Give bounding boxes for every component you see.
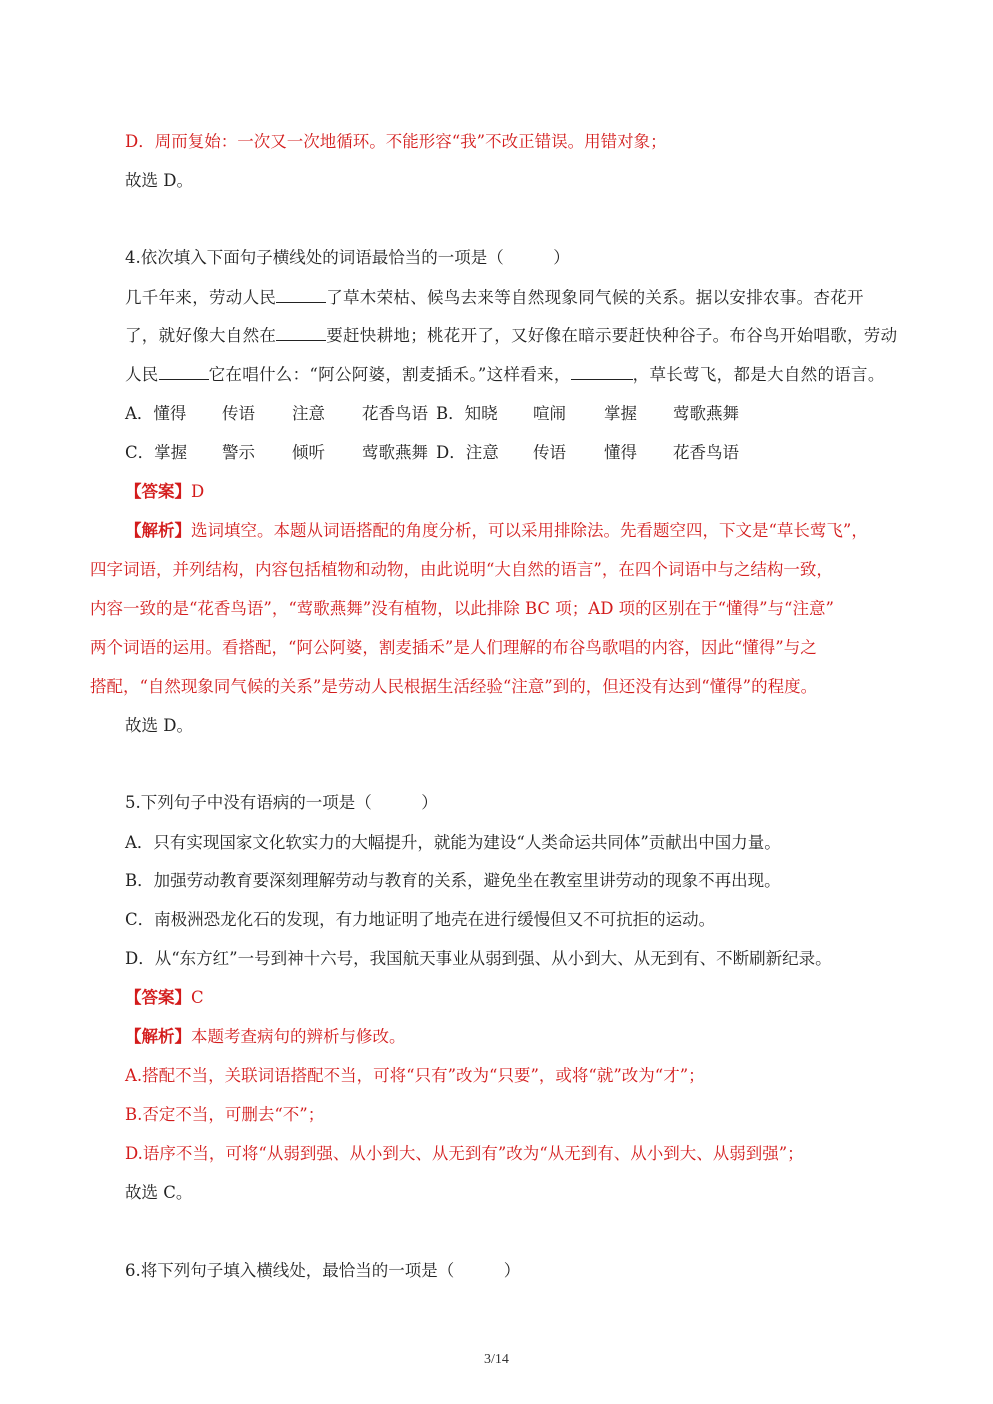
q5-option-c: C．南极洲恐龙化石的发现，有力地证明了地壳在进行缓慢但又不可抗拒的运动。 — [125, 910, 716, 929]
q4-conclusion: 故选 D。 — [125, 716, 193, 735]
q4-passage-text: 要赶快耕地；桃花开了，又好像在暗示要赶快种谷子。布谷鸟开始唱歌，劳动 — [326, 326, 898, 345]
q4-passage-line-3 — [125, 364, 885, 386]
page-number: 3/14 — [484, 1352, 509, 1367]
answer-label: 【答案】 — [125, 988, 191, 1007]
q6-stem: 6.将下列句子填入横线处，最恰当的一项是（ ） — [125, 1261, 521, 1280]
fill-blank — [159, 364, 209, 380]
analysis-label: 【解析】 — [125, 521, 191, 540]
answer-value: D — [191, 482, 205, 501]
q5-option-b: B．加强劳动教育要深刻理解劳动与教育的关系，避免坐在教室里讲劳动的现象不再出现。 — [125, 871, 781, 890]
q4-analysis-line-4: 两个词语的运用。看搭配，“阿公阿婆，割麦插禾”是人们理解的布谷鸟歌唱的内容，因此“懂得”与之 — [90, 638, 817, 657]
prev-option-d: D．周而复始：一次又一次地循环。不能形容“我”不改正错误。用错对象； — [125, 132, 667, 151]
q5-option-a: A．只有实现国家文化软实力的大幅提升，就能为建设“人类命运共同体”贡献出中国力量。 — [125, 833, 781, 852]
q4-passage-text: 人民 — [125, 365, 159, 384]
q4-analysis-line-1 — [125, 520, 868, 542]
option-cell: B．知晓 — [436, 404, 498, 423]
q4-stem: 4.依次填入下面句子横线处的词语最恰当的一项是（ ） — [125, 248, 570, 267]
q5-analysis-b: B.否定不当，可删去“不”； — [125, 1105, 325, 1124]
option-cell: 传语 — [533, 443, 566, 462]
option-cell: D．注意 — [436, 443, 499, 462]
q4-analysis-line-5: 搭配，“自然现象同气候的关系”是劳动人民根据生活经验“注意”到的，但还没有达到“懂得”的程度。 — [90, 677, 818, 696]
q4-passage-text: 了草木荣枯、候鸟去来等自然现象同气候的关系。据以安排农事。杏花开 — [326, 288, 864, 307]
fill-blank — [276, 325, 326, 341]
option-cell: 懂得 — [604, 443, 637, 462]
option-cell: 传语 — [222, 404, 255, 423]
analysis-label: 【解析】 — [125, 1027, 191, 1046]
option-cell: 喧闹 — [533, 404, 566, 423]
q5-option-d: D．从“东方红”一号到神十六号，我国航天事业从弱到强、从小到大、从无到有、不断刷新纪录。 — [125, 949, 832, 968]
q4-analysis-line-2: 四字词语，并列结构，内容包括植物和动物，由此说明“大自然的语言”，在四个词语中与之结构一致， — [90, 560, 833, 579]
option-cell: 警示 — [222, 443, 255, 462]
option-cell: 花香鸟语 — [673, 443, 739, 462]
q5-answer — [125, 987, 204, 1009]
answer-value: C — [191, 988, 204, 1007]
q4-analysis-line-3: 内容一致的是“花香鸟语”，“莺歌燕舞”没有植物，以此排除 BC 项；AD 项的区别在于“懂得”与“注意” — [90, 599, 834, 618]
q4-passage-line-1 — [125, 287, 864, 309]
q5-stem: 5.下列句子中没有语病的一项是（ ） — [125, 793, 438, 812]
answer-label: 【答案】 — [125, 482, 191, 501]
q4-passage-text: 几千年来，劳动人民 — [125, 288, 277, 307]
q5-analysis-a: A.搭配不当，关联词语搭配不当，可将“只有”改为“只要”，或将“就”改为“才”； — [125, 1066, 705, 1085]
option-cell: 掌握 — [604, 404, 637, 423]
q5-conclusion: 故选 C。 — [125, 1183, 193, 1202]
q4-passage-text: 了，就好像大自然在 — [125, 326, 277, 345]
analysis-text: 本题考查病句的辨析与修改。 — [191, 1027, 406, 1046]
fill-blank — [571, 364, 633, 380]
q4-passage-line-2 — [125, 325, 897, 347]
analysis-text: 选词填空。本题从词语搭配的角度分析，可以采用排除法。先看题空四，下文是“草长莺飞”， — [191, 521, 868, 540]
q5-analysis-intro — [125, 1026, 406, 1048]
option-cell: C．掌握 — [125, 443, 188, 462]
q4-passage-text: 它在唱什么：“阿公阿婆，割麦插禾。”这样看来， — [208, 365, 571, 384]
q5-analysis-d: D.语序不当，可将“从弱到强、从小到大、从无到有”改为“从无到有、从小到大、从弱到强”； — [125, 1144, 804, 1163]
option-cell: 倾听 — [292, 443, 325, 462]
option-cell: 注意 — [292, 404, 325, 423]
option-cell: 莺歌燕舞 — [673, 404, 739, 423]
q4-answer — [125, 481, 204, 503]
prev-conclusion: 故选 D。 — [125, 171, 193, 190]
fill-blank — [276, 287, 326, 303]
option-cell: A．懂得 — [125, 404, 187, 423]
option-cell: 花香鸟语 — [362, 404, 428, 423]
option-cell: 莺歌燕舞 — [362, 443, 428, 462]
q4-passage-text: ，草长莺飞，都是大自然的语言。 — [632, 365, 885, 384]
